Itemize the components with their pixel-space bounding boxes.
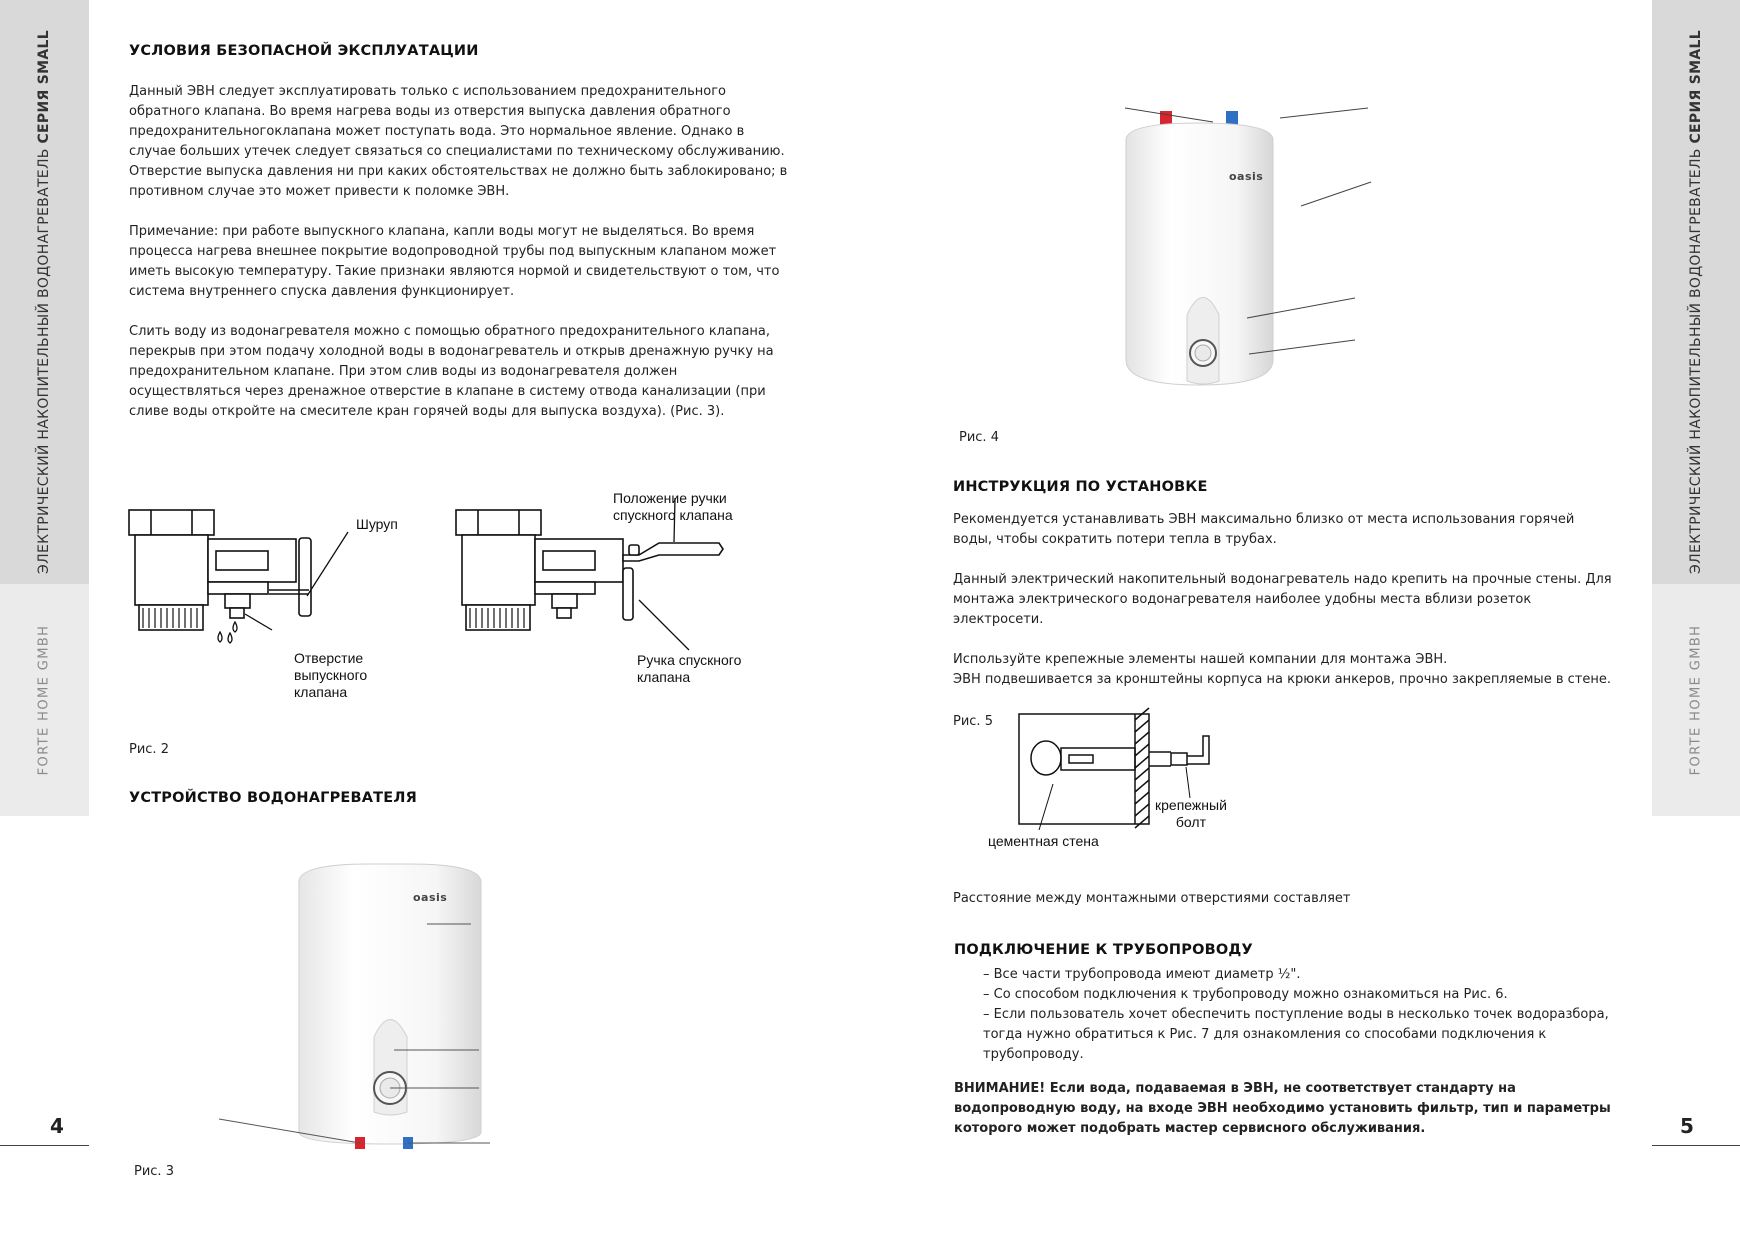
valve-nut-left bbox=[129, 510, 214, 535]
safety-paragraph-1: Данный ЭВН следует эксплуатировать только с использованием предохранительного обратного клапана. Во время нагрева воды из отверстия выпуска давления обратного предохранительногоклапана может поступать вода. Это нормальное явление. Однако в случае больших утечек следует связаться со специалистами по техническому обслуживанию. Отверстие выпуска давления ни при каких обстоятельствах не должно быть заблокировано; в противном случае это может привести к поломке ЭВН. bbox=[129, 84, 788, 199]
water-drop bbox=[233, 622, 237, 632]
brand-logo: oasis bbox=[1229, 170, 1264, 183]
list-item: – Все части трубопровода имеют диаметр ½". bbox=[983, 965, 1613, 985]
warning-text: ВНИМАНИЕ! Если вода, подаваемая в ЭВН, не соответствует стандарту на водопроводную воду, на входе ЭВН необходимо установить фильтр, тип и параметры которого может подобрать мастер сервисного обслуживания. bbox=[954, 1081, 1611, 1136]
install-paragraph-3b: ЭВН подвешивается за кронштейны корпуса на крюки анкеров, прочно закрепляемые в стене. bbox=[953, 672, 1611, 687]
list-item: – Со способом подключения к трубопроводу можно ознакомиться на Рис. 6. bbox=[983, 985, 1613, 1005]
install-paragraph-1: Рекомендуется устанавливать ЭВН максимально близко от места использования горячей воды, чтобы сократить потери тепла в трубах. bbox=[953, 512, 1575, 547]
water-drop bbox=[218, 632, 222, 642]
page-number-rule bbox=[0, 1145, 89, 1146]
pipe-list bbox=[983, 965, 1613, 1065]
left-sidebar bbox=[0, 0, 89, 1247]
section-title-device: УСТРОЙСТВО ВОДОНАГРЕВАТЕЛЯ bbox=[129, 790, 417, 806]
heater-diagram-fig3 bbox=[259, 862, 689, 1162]
install-paragraph-2: Данный электрический накопительный водонагреватель надо крепить на прочные стены. Для монтажа электрического водонагревателя наиболее удобны места вблизи розеток электросети. bbox=[953, 572, 1612, 627]
label-wall: цементная стена bbox=[988, 833, 1099, 849]
label-bolt: крепежный болт bbox=[1155, 797, 1227, 830]
brand-name: FORTE HOME GMBH bbox=[1688, 624, 1704, 776]
fig4-leader-lines bbox=[953, 0, 1613, 400]
label-handle: Ручка спускного клапана bbox=[637, 652, 742, 685]
label-screw: Шуруп bbox=[356, 516, 398, 532]
fig3-caption: Рис. 3 bbox=[134, 1164, 174, 1179]
brand-name: FORTE HOME GMBH bbox=[36, 624, 52, 776]
list-item: – Если пользователь хочет обеспечить поступление воды в несколько точек водоразбора, тогда нужно обратиться к Рис. 7 для ознакомления со способами подключения к трубопроводу. bbox=[983, 1005, 1613, 1065]
right-sidebar bbox=[1652, 0, 1740, 1247]
mounting-hook bbox=[1187, 736, 1209, 764]
page-number-rule bbox=[1652, 1145, 1740, 1146]
valve-nut-right bbox=[456, 510, 541, 535]
section-title-safety: УСЛОВИЯ БЕЗОПАСНОЙ ЭКСПЛУАТАЦИИ bbox=[129, 43, 479, 59]
label-handle-position: Положение ручки спускного клапана bbox=[613, 490, 733, 523]
fig4-caption: Рис. 4 bbox=[959, 430, 999, 445]
valve-handle-right bbox=[623, 568, 633, 620]
install-paragraph-3a: Используйте крепежные элементы нашей компании для монтажа ЭВН. bbox=[953, 652, 1448, 667]
valve-handle-left bbox=[299, 538, 311, 616]
fig2-caption: Рис. 2 bbox=[129, 742, 169, 757]
anchor-head bbox=[1031, 741, 1061, 775]
safety-paragraph-2: Примечание: при работе выпускного клапана, капли воды могут не выделяться. Во время процесса нагрева внешнее покрытие водопроводной трубы под выпускным клапаном может иметь высокую температуру. Такие признаки являются нормой и свидетельствуют о том, что система внутреннего спуска давления функционирует. bbox=[129, 224, 780, 299]
cement-wall bbox=[1019, 714, 1149, 824]
water-drop bbox=[228, 633, 232, 643]
series-title: ЭЛЕКТРИЧЕСКИЙ НАКОПИТЕЛЬНЫЙ ВОДОНАГРЕВАТЕЛЬ СЕРИЯ SMALL bbox=[36, 30, 52, 574]
page-number: 5 bbox=[1680, 1114, 1694, 1138]
section-title-pipe: ПОДКЛЮЧЕНИЕ К ТРУБОПРОВОДУ bbox=[954, 942, 1253, 958]
safety-paragraph-3: Слить воду из водонагревателя можно с помощью обратного предохранительного клапана, перекрыв при этом подачу холодной воды в водонагреватель и открыв дренажную ручку на предохранительном клапане. При этом слив воды из водонагревателя должен осуществляться через дренажное отверстие в клапане в систему отвода канализации (при сливе воды откройте на смесителе кран горячей воды для выпуска воздуха). (Рис. 3). bbox=[129, 324, 774, 419]
fig5-caption: Рис. 5 bbox=[953, 714, 993, 729]
page-number: 4 bbox=[50, 1114, 64, 1138]
distance-text: Расстояние между монтажными отверстиями составляет bbox=[953, 891, 1351, 906]
brand-logo: oasis bbox=[413, 891, 448, 904]
label-outlet: Отверстие выпускного клапана bbox=[294, 650, 368, 700]
section-title-install: ИНСТРУКЦИЯ ПО УСТАНОВКЕ bbox=[953, 479, 1208, 495]
series-title: ЭЛЕКТРИЧЕСКИЙ НАКОПИТЕЛЬНЫЙ ВОДОНАГРЕВАТЕЛЬ СЕРИЯ SMALL bbox=[1688, 30, 1704, 574]
